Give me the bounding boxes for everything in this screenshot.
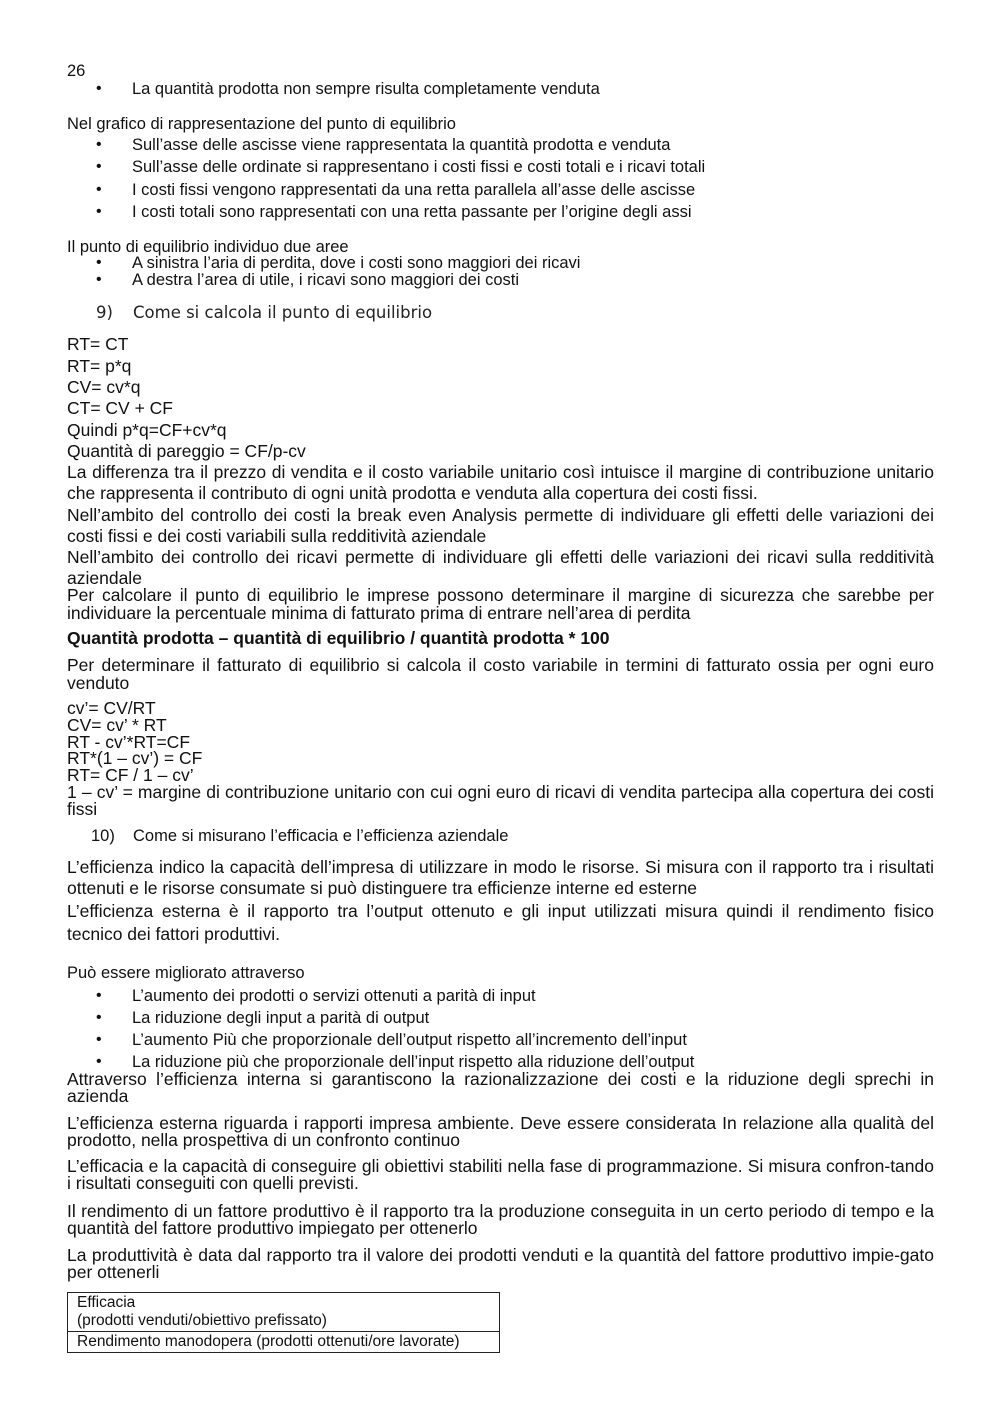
areas-bullet: A sinistra l’aria di perdita, dove i costi sono maggiori dei ricavi — [132, 254, 581, 272]
formula-line: RT= CT — [67, 334, 129, 354]
areas-bullet: A destra l’area di utile, i ricavi sono maggiori dei costi — [132, 271, 520, 289]
paragraph-yield: Il rendimento di un fattore produttivo è il rapporto tra la produzione conseguita in un certo periodo di tempo e la quantità del fattore produttivo impiegato per ottenerlo — [67, 1201, 934, 1238]
bullet-icon: • — [96, 1009, 102, 1026]
bullet-icon: • — [96, 136, 102, 153]
bullet-icon: • — [96, 271, 102, 288]
table-cell-line: (prodotti venduti/obiettivo prefissato) — [77, 1312, 327, 1329]
question-9-title: Come si calcola il punto di equilibrio — [133, 303, 433, 322]
paragraph-turnover: Per determinare il fatturato di equilibrio si calcola il costo variabile in termini di fatturato ossia per ogni euro venduto — [67, 655, 934, 693]
question-10-number: 10) — [91, 827, 115, 845]
bullet-icon: • — [96, 158, 102, 175]
bullet-icon: • — [96, 181, 102, 198]
improve-bullet: L’aumento dei prodotti o servizi ottenuti a parità di input — [132, 987, 536, 1005]
bullet-icon: • — [96, 1053, 102, 1070]
paragraph-productivity: La produttività è data dal rapporto tra il valore dei prodotti venduti e la quantità del fattore produttivo impie-gato per ottenerli — [67, 1245, 934, 1282]
formula-line: cv’= CV/RT — [67, 698, 156, 718]
bullet-icon: • — [96, 203, 102, 220]
top-bullet: La quantità prodotta non sempre risulta completamente venduta — [132, 80, 600, 98]
formula-line: Quindi p*q=CF+cv*q — [67, 420, 227, 440]
paragraph-safety: Per calcolare il punto di equilibrio le imprese possono determinare il margine di sicurezza che sarebbe per individuare la percentuale minima di fatturato prima di entrare nell’area di perdita — [67, 585, 934, 623]
question-10-title: Come si misurano l’efficacia e l’efficienza aziendale — [133, 827, 509, 845]
bold-formula: Quantità prodotta – quantità di equilibrio / quantità prodotta * 100 — [67, 628, 610, 648]
improve-bullet: La riduzione degli input a parità di output — [132, 1009, 430, 1027]
formula-line: CV= cv*q — [67, 377, 141, 397]
paragraph-costs: Nell’ambito del controllo dei costi la break even Analysis permette di individuare gli effetti delle variazioni dei costi fissi e dei costi variabili sulla redditività aziendale — [67, 505, 934, 546]
areas-intro: Il punto di equilibrio individuo due aree — [67, 238, 349, 256]
paragraph-efficacy: L’efficacia e la capacità di conseguire gli obiettivi stabiliti nella fase di programmazione. Si misura confron-tando i risultati conseguiti con quelli previsti. — [67, 1156, 934, 1193]
paragraph-efficiency: L’efficienza indico la capacità dell’impresa di utilizzare in modo le risorse. Si misura con il rapporto tra i risultati ottenuti e le risorse consumate si può distinguere tra efficienze interne ed esterne — [67, 857, 934, 898]
question-9-number: 9) — [96, 303, 113, 322]
table-cell-line: Efficacia — [77, 1294, 136, 1311]
improve-bullet: L’aumento Più che proporzionale dell’output rispetto all’incremento dell’input — [132, 1031, 687, 1049]
bullet-icon: • — [96, 80, 102, 97]
page-number: 26 — [67, 62, 86, 80]
graph-bullet: Sull’asse delle ordinate si rappresentano i costi fissi e costi totali e i ricavi totali — [132, 158, 706, 176]
table-row — [68, 1293, 500, 1332]
graph-bullet: Sull’asse delle ascisse viene rappresentata la quantità prodotta e venduta — [132, 136, 671, 154]
formula-line: RT= p*q — [67, 356, 132, 376]
paragraph-external: L’efficienza esterna riguarda i rapporti impresa ambiente. Deve essere considerata In relazione alla qualità del prodotto, nella prospettiva di un confronto continuo — [67, 1113, 934, 1150]
formula-line: RT - cv’*RT=CF — [67, 732, 191, 752]
formula-line: CT= CV + CF — [67, 398, 173, 418]
improve-bullet: La riduzione più che proporzionale dell’input rispetto alla riduzione dell’output — [132, 1053, 695, 1071]
formula-line: CV= cv’ * RT — [67, 715, 167, 735]
paragraph-margin: La differenza tra il prezzo di vendita e il costo variabile unitario così intuisce il margine di contribuzione unitario che rappresenta il contributo di ogni unità prodotta e venduta alla copertura dei costi fissi. — [67, 462, 934, 503]
paragraph-margin2: 1 – cv’ = margine di contribuzione unitario con cui ogni euro di ricavi di vendita partecipa alla copertura dei costi fissi — [67, 782, 934, 819]
bullet-icon: • — [96, 1031, 102, 1048]
formula-line: RT= CF / 1 – cv’ — [67, 765, 194, 785]
paragraph-revenue: Nell’ambito dei controllo dei ricavi permette di individuare gli effetti delle variazioni dei ricavi sulla redditività aziendale — [67, 547, 934, 588]
formula-line: RT*(1 – cv’) = CF — [67, 748, 203, 768]
graph-bullet: I costi totali sono rappresentati con una retta passante per l’origine degli assi — [132, 203, 692, 221]
paragraph-external-efficiency: L’efficienza esterna è il rapporto tra l’output ottenuto e gli input utilizzati misura quindi il rendimento fisico tecnico dei fattori produttivi. — [67, 901, 934, 944]
improve-intro: Può essere migliorato attraverso — [67, 964, 305, 982]
graph-intro: Nel grafico di rappresentazione del punto di equilibrio — [67, 115, 456, 133]
ratio-table — [67, 1292, 500, 1353]
table-cell: Rendimento manodopera (prodotti ottenuti/ore lavorate) — [68, 1332, 500, 1353]
bullet-icon: • — [96, 987, 102, 1004]
bullet-icon: • — [96, 254, 102, 271]
formula-line: Quantità di pareggio = CF/p-cv — [67, 441, 306, 461]
paragraph-internal: Attraverso l’efficienza interna si garantiscono la razionalizzazione dei costi e la riduzione degli sprechi in azienda — [67, 1069, 934, 1106]
table-cell — [68, 1293, 500, 1332]
graph-bullet: I costi fissi vengono rappresentati da una retta parallela all’asse delle ascisse — [132, 181, 696, 199]
table-row — [68, 1332, 500, 1353]
